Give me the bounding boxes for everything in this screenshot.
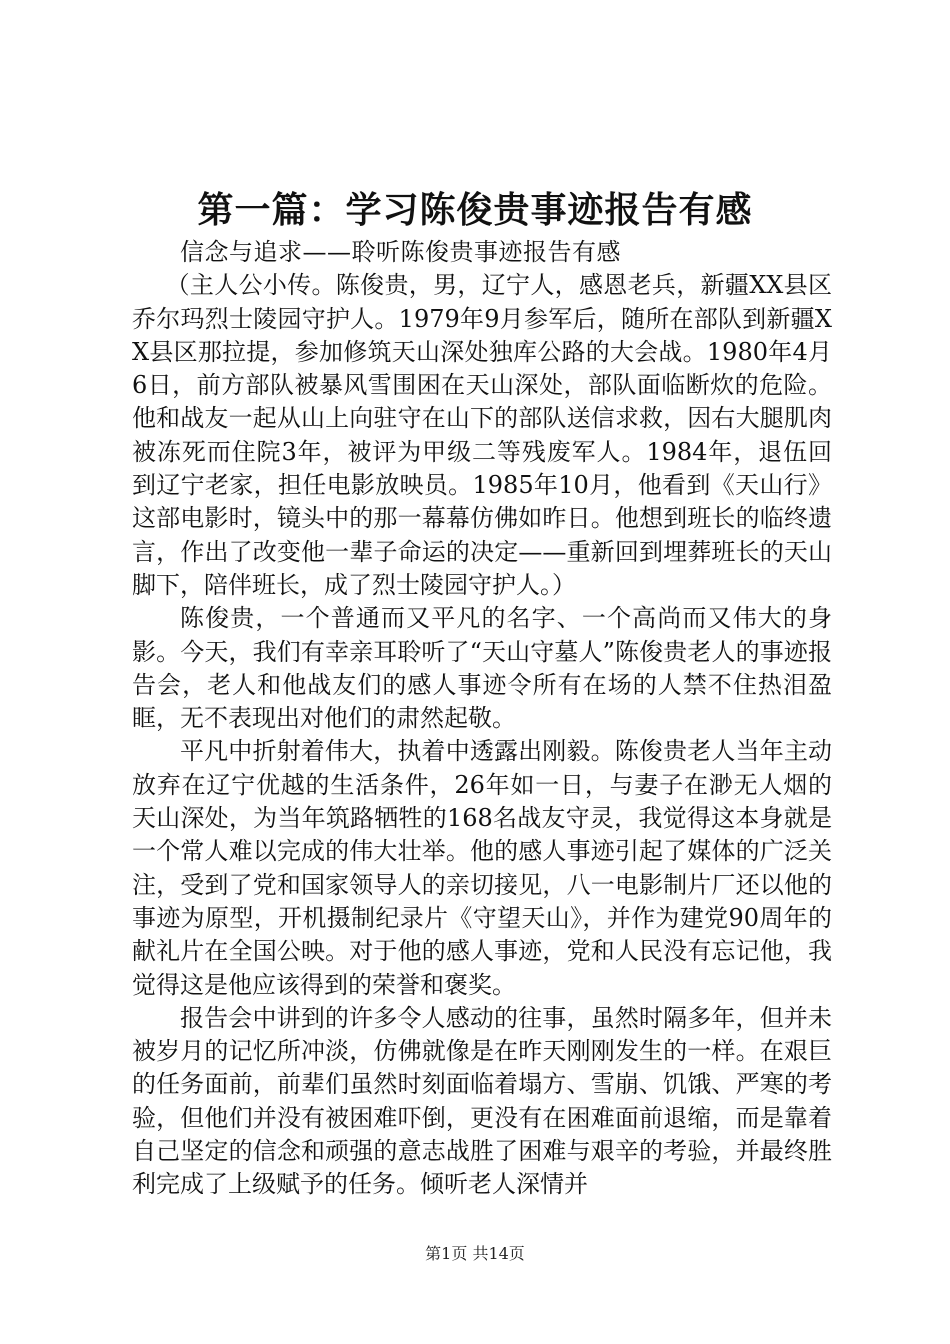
page-number-footer: 第1页 共14页 [425, 1244, 525, 1263]
document-body [132, 236, 832, 1202]
body-paragraph: 报告会中讲到的许多令人感动的往事，虽然时隔多年，但并未被岁月的记忆所冲淡，仿佛就像是在昨天刚刚发生的一样。在艰巨的任务面前，前辈们虽然时刻面临着塌方、雪崩、饥饿、严寒的考验，但他们并没有被困难吓倒，更没有在困难面前退缩，而是靠着自己坚定的信念和顽强的意志战胜了困难与艰辛的考验，并最终胜利完成了上级赋予的任务。倾听老人深情并 [132, 1003, 832, 1199]
document-title: 第一篇：学习陈俊贵事迹报告有感 [197, 189, 753, 231]
body-paragraph: 陈俊贵，一个普通而又平凡的名字、一个高尚而又伟大的身影。今天，我们有幸亲耳聆听了“天山守墓人”陈俊贵老人的事迹报告会，老人和他战友们的感人事迹令所有在场的人禁不住热泪盈眶，无不表现出对他们的肃然起敬。 [132, 604, 832, 733]
subtitle-paragraph: 信念与追求——聆听陈俊贵事迹报告有感 [180, 238, 621, 266]
biography-paragraph: （主人公小传。陈俊贵，男，辽宁人，感恩老兵，新疆XX县区乔尔玛烈士陵园守护人。1979年9月参军后，随所在部队到新疆XX县区那拉提，参加修筑天山深处独库公路的大会战。1980年4月6日，前方部队被暴风雪围困在天山深处，部队面临断炊的危险。他和战友一起从山上向驻守在山下的部队送信求救，因右大腿肌肉被冻死而住院3年，被评为甲级二等残废军人。1984年，退伍回到辽宁老家，担任电影放映员。1985年10月，他看到《天山行》这部电影时，镜头中的那一幕幕仿佛如昨日。他想到班长的临终遗言，作出了改变他一辈子命运的决定——重新回到埋葬班长的天山脚下，陪伴班长，成了烈士陵园守护人。） [132, 271, 832, 599]
body-paragraph: 平凡中折射着伟大，执着中透露出刚毅。陈俊贵老人当年主动放弃在辽宁优越的生活条件，26年如一日，与妻子在渺无人烟的天山深处，为当年筑路牺牲的168名战友守灵，我觉得这本身就是一个常人难以完成的伟大壮举。他的感人事迹引起了媒体的广泛关注，受到了党和国家领导人的亲切接见，八一电影制片厂还以他的事迹为原型，开机摄制纪录片《守望天山》，并作为建党90周年的献礼片在全国公映。对于他的感人事迹，党和人民没有忘记他，我觉得这是他应该得到的荣誉和褒奖。 [132, 737, 832, 999]
